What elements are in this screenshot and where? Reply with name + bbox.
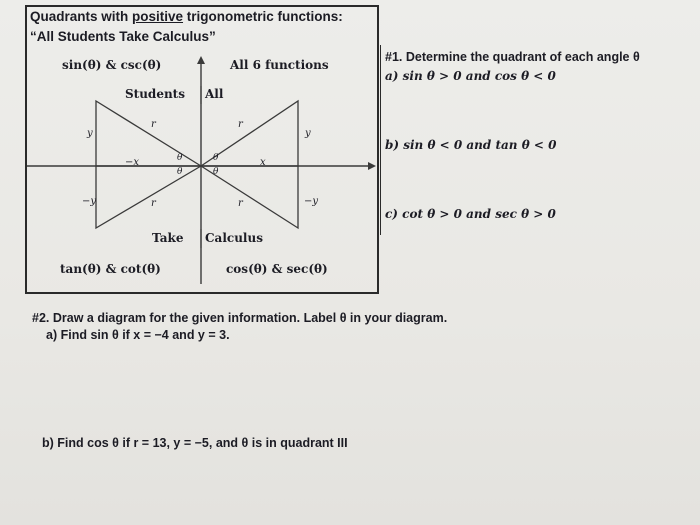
q1-r-label: r [238, 119, 243, 130]
quadrant-1-label: All 6 functions [230, 58, 329, 72]
question-1c: c) cot θ > 0 and sec θ > 0 [385, 207, 556, 221]
quadrant-3-label: tan(θ) & cot(θ) [60, 262, 161, 276]
q4-theta-label: θ [213, 167, 219, 177]
question-2-prompt: #2. Draw a diagram for the given information. Label θ in your diagram. [32, 311, 448, 325]
q2-neg-x-label: −x [125, 157, 140, 168]
box-subtitle: “All Students Take Calculus” [30, 29, 216, 44]
quadrant-3-triangle [96, 166, 201, 228]
q2-y-label: y [87, 128, 93, 139]
quadrant-2-label: sin(θ) & csc(θ) [62, 58, 162, 72]
q2-theta-label: θ [177, 153, 183, 163]
quadrant-2-triangle [96, 101, 201, 166]
q3-theta-label: θ [177, 167, 183, 177]
question-1a: a) sin θ > 0 and cos θ < 0 [385, 69, 556, 83]
q1-y-label: y [305, 128, 311, 139]
question-2b: b) Find cos θ if r = 13, y = −5, and θ is in quadrant III [42, 436, 348, 450]
word-calculus: Calculus [205, 231, 263, 245]
word-take: Take [152, 231, 184, 245]
word-students: Students [125, 87, 185, 101]
q2-r-label: r [151, 119, 156, 130]
question-1b: b) sin θ < 0 and tan θ < 0 [385, 138, 557, 152]
q3-neg-y-label: −y [82, 196, 97, 207]
quadrant-4-label: cos(θ) & sec(θ) [226, 262, 328, 276]
q4-neg-y-label: −y [304, 196, 319, 207]
word-all: All [205, 87, 224, 101]
q4-r-label: r [238, 198, 243, 209]
x-axis-arrow [368, 162, 376, 170]
box-title-pre: Quadrants with [30, 9, 133, 24]
q1-x-label: x [260, 157, 266, 168]
q3-r-label: r [151, 198, 156, 209]
box-title-post: trigonometric functions: [183, 9, 343, 24]
question-2a: a) Find sin θ if x = −4 and y = 3. [46, 328, 230, 342]
q1-theta-label: θ [213, 153, 219, 163]
question-1-prompt: #1. Determine the quadrant of each angle θ [385, 50, 640, 64]
y-axis-arrow [197, 56, 205, 64]
box-title-underlined: positive [132, 9, 184, 24]
